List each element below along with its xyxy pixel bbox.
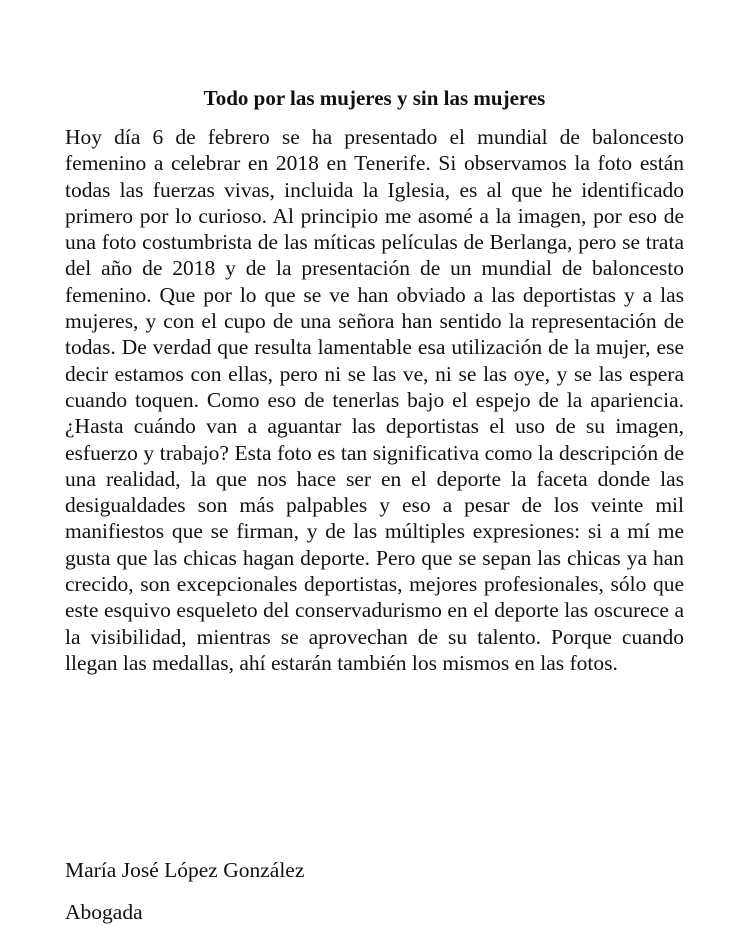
article-body: Hoy día 6 de febrero se ha presentado el mundial de baloncesto femenino a celebrar en 2018 en Tenerife. Si observamos la foto están todas las fuerzas vivas, incluida la Iglesia, es al que he identificado primero por lo curioso. Al principio me asomé a la imagen, por eso de una foto costumbrista de las míticas películas de Berlanga, pero se trata del año de 2018 y de la presentación de un mundial de baloncesto femenino. Que por lo que se ve han obviado a las deportistas y a las mujeres, y con el cupo de una señora han sentido la representación de todas. De verdad que resulta lamentable esa utilización de la mujer, ese decir estamos con ellas, pero ni se las ve, ni se las oye, y se las espera cuando toquen. Como eso de tenerlas bajo el espejo de la apariencia. ¿Hasta cuándo van a aguantar las deportistas el uso de su imagen, esfuerzo y trabajo? Esta foto es tan significativa como la descripción de una realidad, la que nos hace ser en el deporte la faceta donde las desigualdades son más palpables y eso a pesar de los veinte mil manifiestos que se firman, y de las múltiples expresiones: si a mí me gusta que las chicas hagan deporte. Pero que se sepan las chicas ya han crecido, son excepcionales deportistas, mejores profesionales, sólo que este esquivo esqueleto del conservadurismo en el deporte las oscurece a la visibilidad, mientras se aprovechan de su talento. Porque cuando llegan las medallas, ahí estarán también los mismos en las fotos. xyxy=(65,125,684,675)
author-name: María José López González xyxy=(65,858,305,882)
author-role: Abogada xyxy=(65,900,143,924)
article-title: Todo por las mujeres y sin las mujeres xyxy=(203,86,546,110)
